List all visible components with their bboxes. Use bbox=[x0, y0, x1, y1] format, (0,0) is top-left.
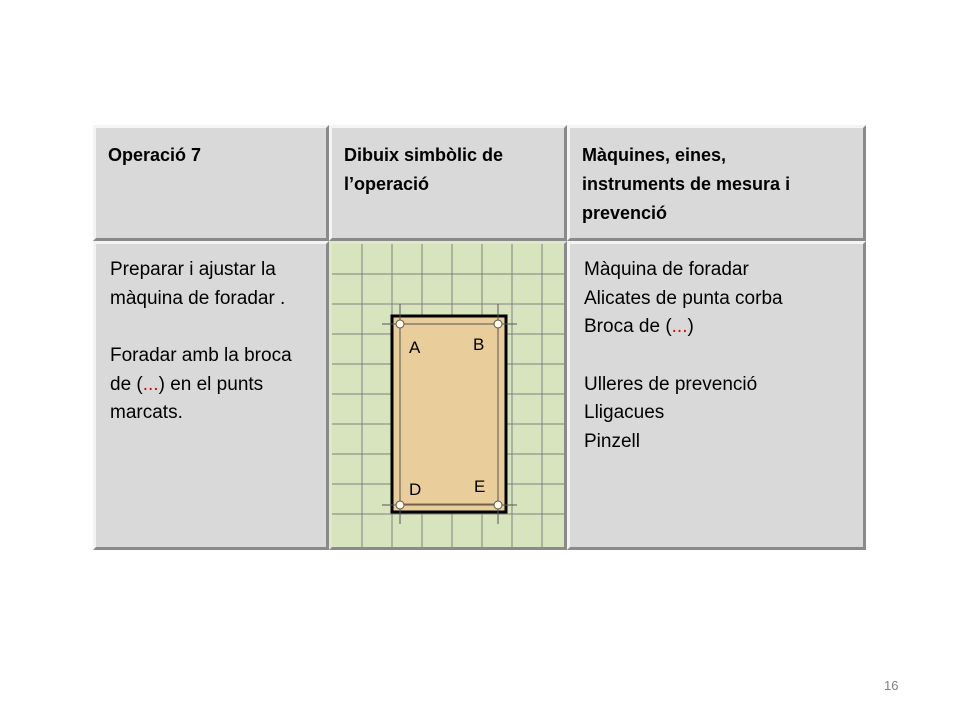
label-e: E bbox=[474, 477, 486, 496]
tool-item-post: ) bbox=[687, 316, 694, 337]
drill-size-placeholder: ... bbox=[671, 316, 688, 337]
drill-point-b-icon bbox=[494, 320, 502, 328]
tool-item: Alicates de punta corba bbox=[584, 287, 783, 309]
spacer bbox=[110, 313, 314, 342]
header-drawing bbox=[329, 125, 567, 241]
tool-item: Màquina de foradar bbox=[584, 259, 749, 280]
header-operation-label: Operació 7 bbox=[108, 145, 202, 165]
tool-item-pre: Broca de ( bbox=[584, 316, 672, 337]
tool-item: Pinzell bbox=[584, 430, 640, 452]
drill-size-placeholder: ... bbox=[142, 373, 159, 395]
header-drawing-line-2: l’operació bbox=[344, 174, 430, 194]
drill-point-a-icon bbox=[396, 320, 404, 328]
step1-line-1: Preparar i ajustar la bbox=[110, 259, 276, 280]
label-d: D bbox=[409, 480, 422, 499]
step2-line-2-post: ) en el punts bbox=[158, 373, 264, 395]
tools-list bbox=[567, 241, 866, 550]
header-tools bbox=[567, 125, 866, 241]
step1-line-2: màquina de foradar . bbox=[110, 287, 286, 309]
drill-point-d-icon bbox=[396, 501, 404, 509]
tool-item: Lligacues bbox=[584, 402, 665, 423]
step2-line-2 bbox=[110, 371, 314, 400]
operation-table bbox=[93, 125, 866, 550]
header-tools-line-3: prevenció bbox=[582, 203, 668, 223]
tool-item: Ulleres de prevenció bbox=[584, 373, 758, 395]
page-number: 16 bbox=[884, 678, 899, 693]
spacer bbox=[584, 342, 851, 371]
tool-item bbox=[584, 313, 851, 342]
drawing-canvas bbox=[332, 244, 564, 547]
symbolic-drawing bbox=[329, 241, 567, 550]
step2-line-1: Foradar amb la broca bbox=[110, 345, 292, 366]
label-a: A bbox=[409, 338, 421, 357]
label-b: B bbox=[473, 335, 485, 354]
step2-line-2-pre: de ( bbox=[110, 373, 143, 395]
step2-line-3: marcats. bbox=[110, 402, 183, 423]
header-drawing-line-1: Dibuix simbòlic de bbox=[344, 145, 504, 165]
header-tools-line-2: instruments de mesura i bbox=[582, 174, 791, 194]
operation-description bbox=[93, 241, 329, 550]
header-tools-line-1: Màquines, eines, bbox=[582, 145, 727, 165]
drill-point-e-icon bbox=[494, 501, 502, 509]
header-operation bbox=[93, 125, 329, 241]
